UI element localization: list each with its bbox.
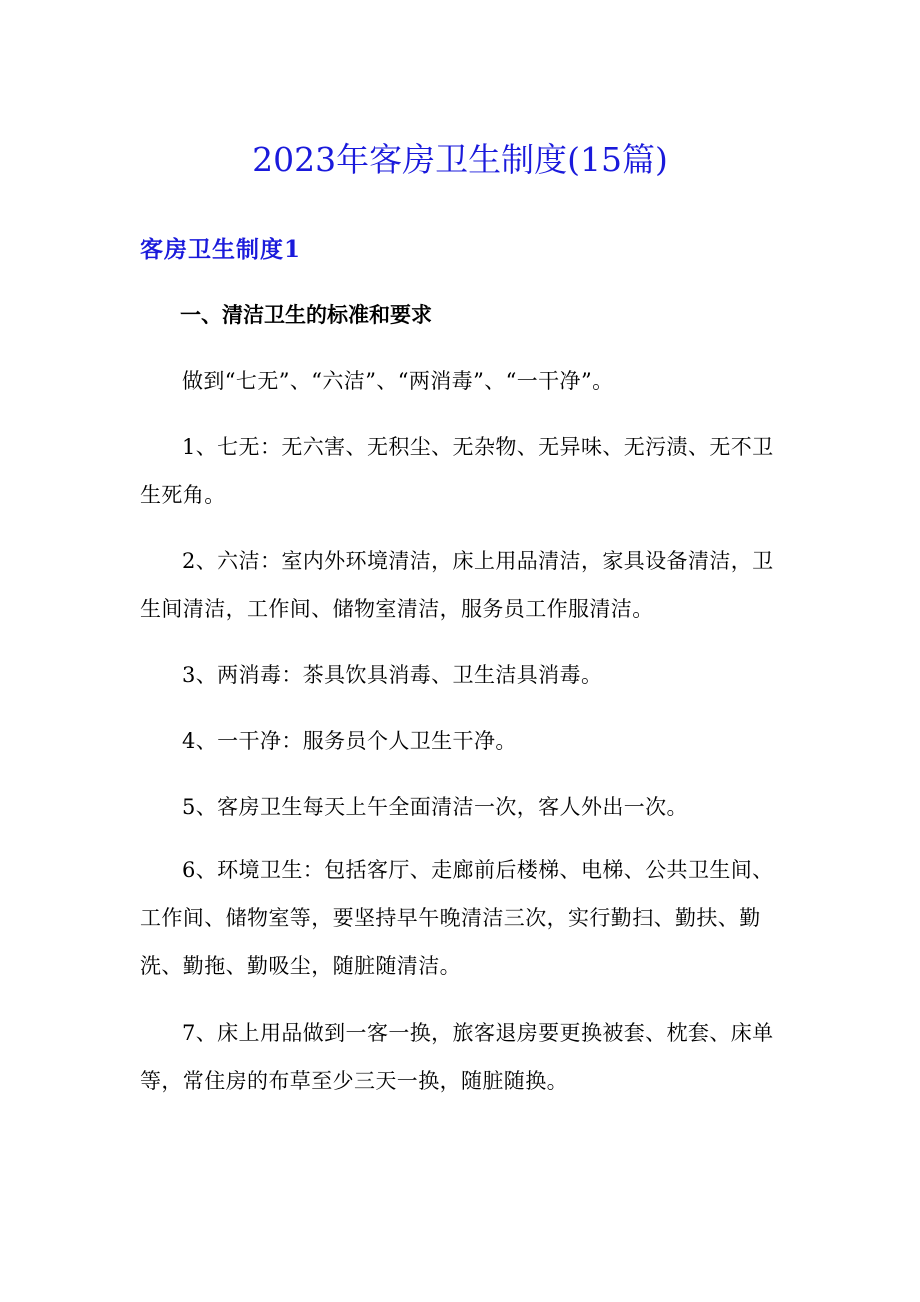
paragraph: 1、七无：无六害、无积尘、无杂物、无异味、无污渍、无不卫生死角。 — [140, 435, 774, 507]
sub-heading: 一、清洁卫生的标准和要求 — [180, 302, 432, 327]
paragraph: 2、六洁：室内外环境清洁，床上用品清洁，家具设备清洁，卫生间清洁，工作间、储物室清洁，服务员工作服清洁。 — [140, 549, 774, 621]
paragraph: 4、一干净：服务员个人卫生干净。 — [182, 729, 517, 753]
paragraph: 3、两消毒：茶具饮具消毒、卫生洁具消毒。 — [182, 663, 603, 687]
document-title: 2023年客房卫生制度(15篇) — [252, 140, 668, 179]
paragraph: 5、客房卫生每天上午全面清洁一次，客人外出一次。 — [182, 795, 688, 819]
section-heading: 客房卫生制度1 — [140, 236, 302, 263]
paragraph: 7、床上用品做到一客一换，旅客退房要更换被套、枕套、床单等，常住房的布草至少三天一换，随脏随换。 — [140, 1021, 774, 1093]
paragraph: 做到“七无”、“六洁”、“两消毒”、“一干净”。 — [182, 369, 614, 393]
paragraph: 6、环境卫生：包括客厅、走廊前后楼梯、电梯、公共卫生间、工作间、储物室等，要坚持早午晚清洁三次，实行勤扫、勤扶、勤洗、勤拖、勤吸尘，随脏随清洁。 — [140, 858, 774, 978]
